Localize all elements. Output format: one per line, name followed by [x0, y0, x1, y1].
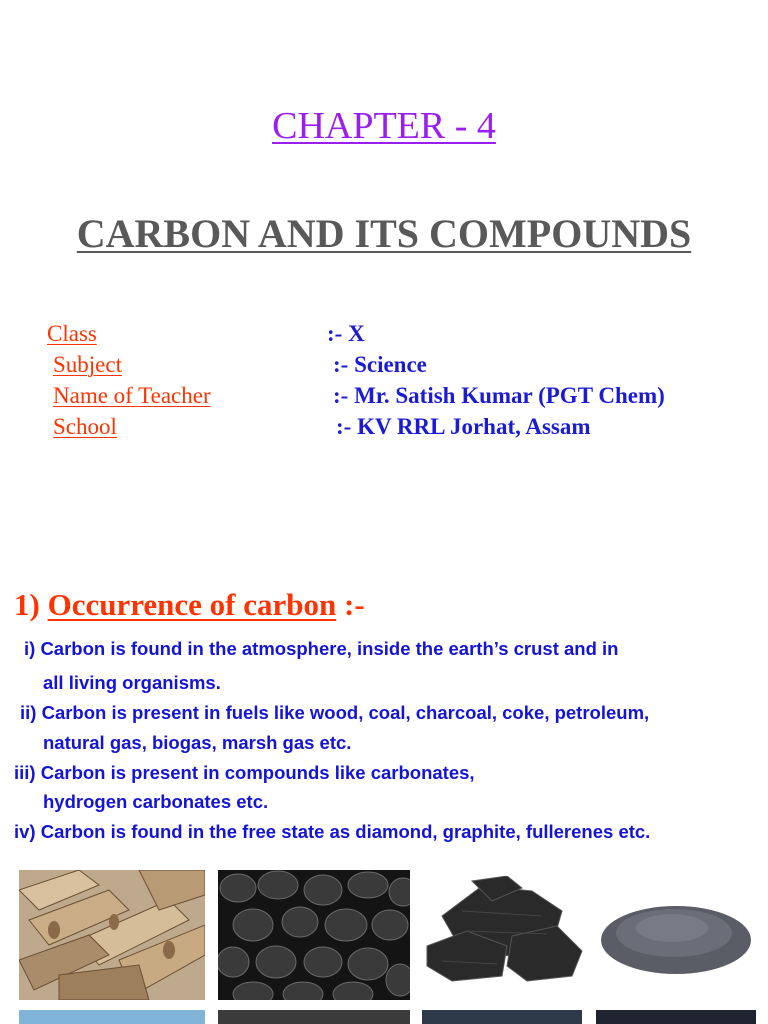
point-line: hydrogen carbonates etc. — [43, 791, 269, 812]
class-value: :- X — [327, 321, 365, 346]
point-line: i) Carbon is found in the atmosphere, inside the earth’s crust and in — [24, 638, 619, 659]
school-label: School — [53, 414, 117, 439]
page-title: CARBON AND ITS COMPOUNDS — [76, 211, 692, 256]
photo-partial-2 — [218, 1010, 410, 1024]
chapter-title: CHAPTER - 4 — [272, 105, 496, 147]
coke-powder-photo — [596, 878, 756, 994]
charcoal-photo — [422, 876, 588, 992]
section-suffix: :- — [336, 587, 365, 622]
photo-partial-4 — [596, 1010, 756, 1024]
point-line: iii) Carbon is present in compounds like carbonates, — [14, 762, 475, 783]
section-number: 1) — [14, 587, 40, 622]
coal-photo — [218, 870, 410, 1000]
teacher-label: Name of Teacher — [53, 383, 211, 408]
photo-partial-3 — [422, 1010, 582, 1024]
section-heading — [14, 587, 365, 623]
point-line: ii) Carbon is present in fuels like wood, coal, charcoal, coke, petroleum, — [20, 702, 650, 723]
point-line: all living organisms. — [43, 672, 221, 693]
school-value: :- KV RRL Jorhat, Assam — [336, 414, 591, 439]
subject-value: :- Science — [333, 352, 427, 377]
photo-partial-1 — [19, 1010, 205, 1024]
wood-photo — [19, 870, 205, 1000]
point-line: iv) Carbon is found in the free state as diamond, graphite, fullerenes etc. — [14, 821, 651, 842]
class-label: Class — [47, 321, 97, 346]
teacher-value: :- Mr. Satish Kumar (PGT Chem) — [333, 383, 665, 408]
subject-label: Subject — [53, 352, 122, 377]
point-line: natural gas, biogas, marsh gas etc. — [43, 732, 352, 753]
section-heading-text: Occurrence of carbon — [47, 587, 337, 622]
